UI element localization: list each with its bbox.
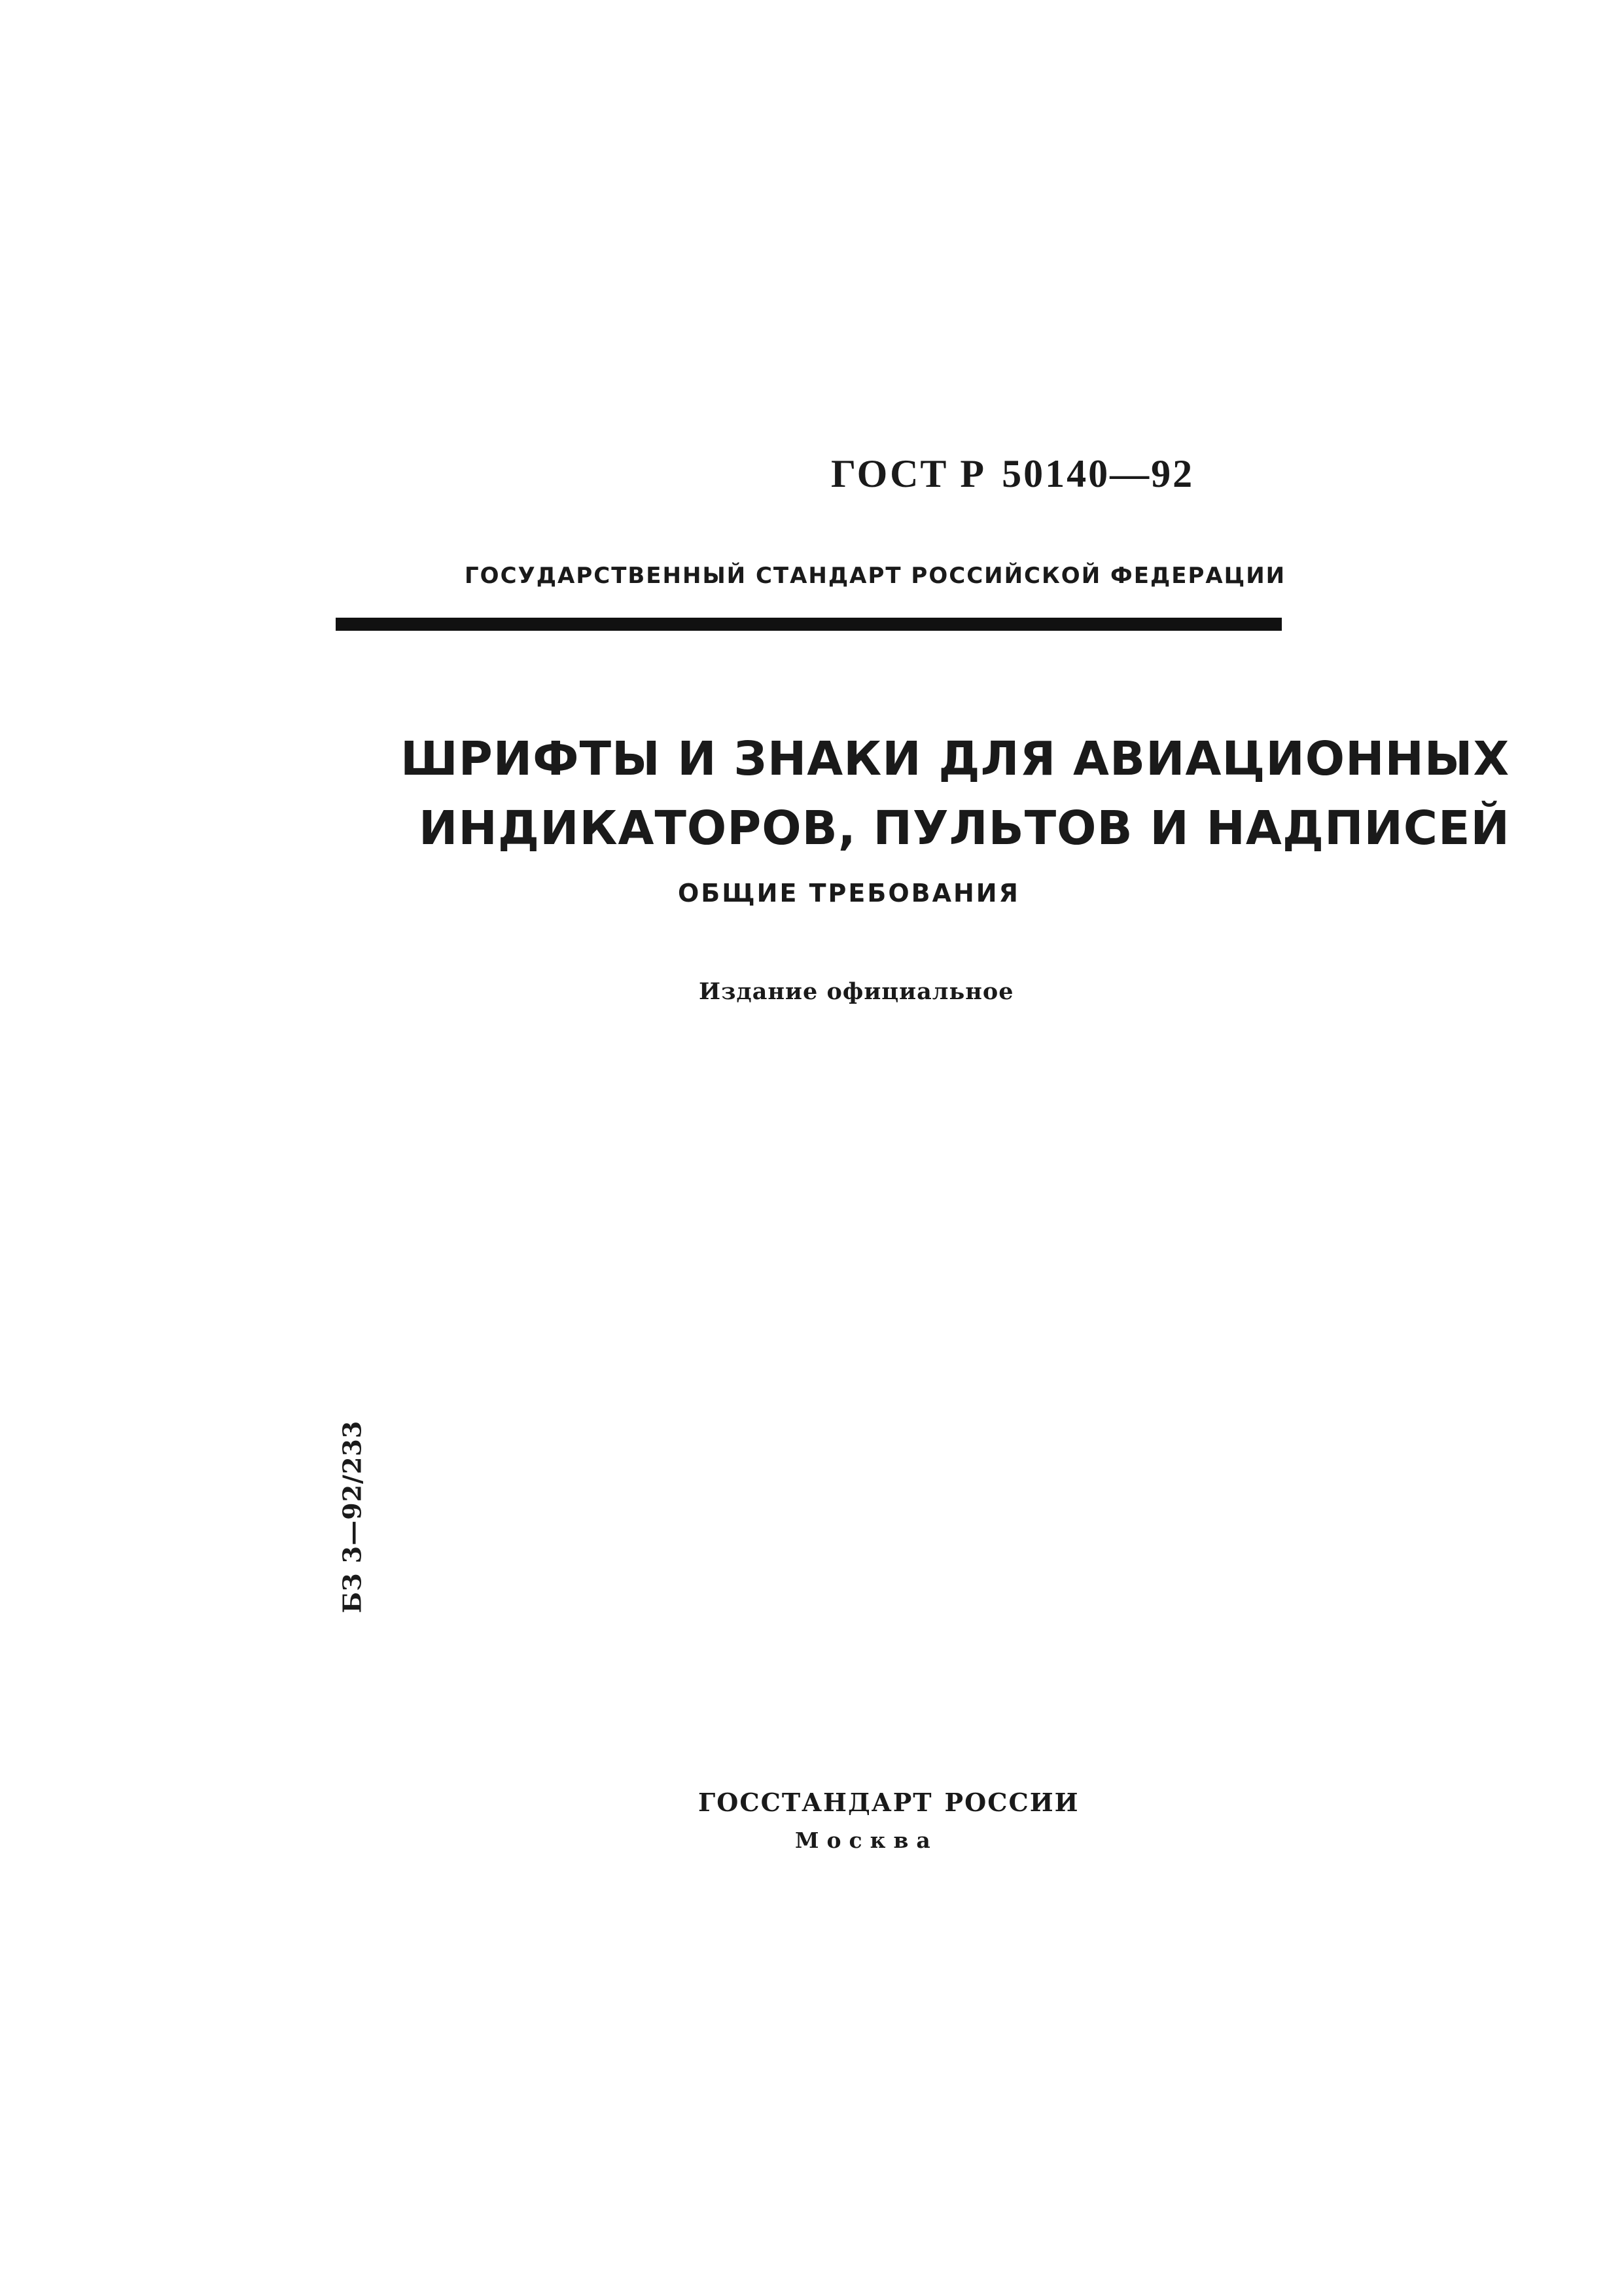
subtitle: ОБЩИЕ ТРЕБОВАНИЯ [678,879,1020,908]
document-number-value: 50140—92 [1002,452,1195,495]
header-divider [336,618,1282,631]
publisher [698,1788,1080,1817]
document-number [831,451,1194,497]
publisher-city: Москва [795,1828,938,1853]
standard-type-heading: ГОСУДАРСТВЕННЫЙ СТАНДАРТ РОССИЙСКОЙ ФЕДЕРАЦИИ [465,563,1286,589]
title-line-2: ИНДИКАТОРОВ, ПУЛЬТОВ И НАДПИСЕЙ [419,801,1510,855]
document-number-prefix: ГОСТ Р [831,452,987,495]
publisher-name-part-2: РОССИИ [944,1788,1080,1817]
edition-label: Издание официальное [699,978,1014,1005]
publisher-name-part-1: ГОССТАНДАРТ [698,1788,933,1817]
title-line-1: ШРИФТЫ И ЗНАКИ ДЛЯ АВИАЦИОННЫХ [400,732,1510,786]
catalog-code: БЗ 3—92/233 [337,1420,367,1614]
